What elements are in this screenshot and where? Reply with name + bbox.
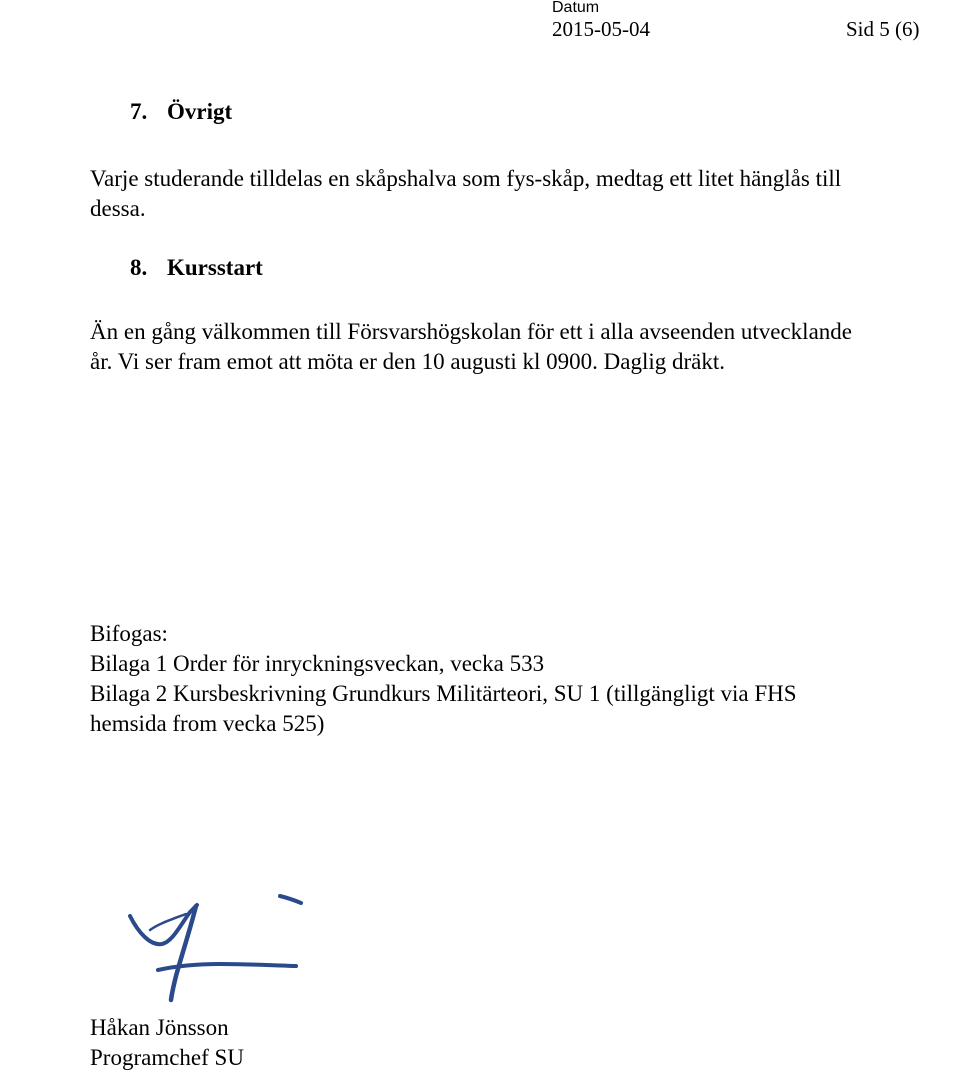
section-8-line: Än en gång välkommen till Försvarshögskolan för ett i alla avseenden utvecklande: [90, 319, 852, 344]
attachment-item: hemsida from vecka 525): [90, 711, 325, 736]
signatory-title: Programchef SU: [90, 1045, 244, 1070]
page-number: Sid 5 (6): [846, 17, 920, 41]
section-8-line: år. Vi ser fram emot att möta er den 10 augusti kl 0900. Daglig dräkt.: [90, 349, 726, 374]
section-8-title: Kursstart: [167, 255, 263, 280]
section-8-body: [90, 317, 960, 377]
attachment-item: Bilaga 1 Order för inryckningsveckan, vecka 533: [90, 651, 545, 676]
section-7-title: Övrigt: [167, 99, 233, 124]
section-7-line: Varje studerande tilldelas en skåpshalva som fys-skåp, medtag ett litet hänglås till: [90, 166, 842, 191]
section-8-number: 8.: [130, 255, 148, 280]
section-8-heading: [130, 254, 263, 282]
document-date: 2015-05-04: [552, 17, 650, 41]
date-label: Datum: [552, 0, 600, 16]
handwritten-signature: [0, 872, 320, 1012]
section-7-heading: [130, 98, 232, 126]
section-7-number: 7.: [130, 99, 148, 124]
signatory-name: Håkan Jönsson: [90, 1015, 229, 1040]
attachment-item: Bilaga 2 Kursbeskrivning Grundkurs Militärteori, SU 1 (tillgängligt via FHS: [90, 681, 797, 706]
signatory-block: [90, 1013, 960, 1073]
attachments-block: [90, 619, 960, 739]
section-7-line: dessa.: [90, 196, 146, 221]
section-7-body: [90, 164, 960, 224]
attachments-heading: Bifogas:: [90, 621, 168, 646]
